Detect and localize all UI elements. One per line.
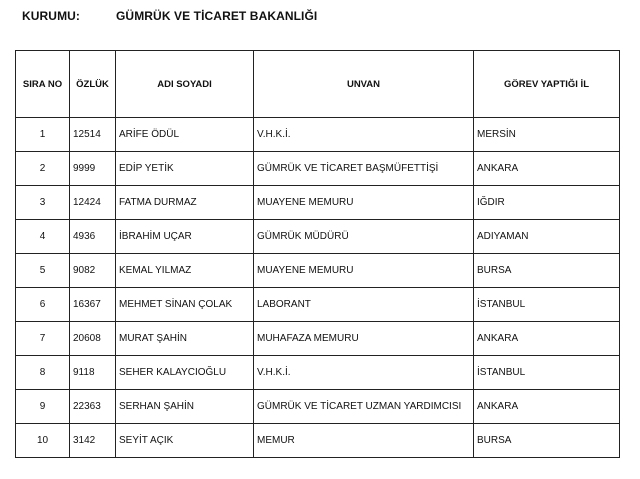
cell-il: IĞDIR bbox=[474, 186, 620, 220]
table-row bbox=[16, 288, 620, 322]
cell-adi-soyadi: MEHMET SİNAN ÇOLAK bbox=[116, 288, 254, 322]
cell-ozluk: 16367 bbox=[70, 288, 116, 322]
column-header-adi-soyadi: ADI SOYADI bbox=[116, 51, 254, 118]
cell-ozluk: 22363 bbox=[70, 390, 116, 424]
cell-adi-soyadi: KEMAL YILMAZ bbox=[116, 254, 254, 288]
cell-sira-no: 5 bbox=[16, 254, 70, 288]
table-row bbox=[16, 322, 620, 356]
cell-ozluk: 9118 bbox=[70, 356, 116, 390]
table-row bbox=[16, 118, 620, 152]
cell-sira-no: 2 bbox=[16, 152, 70, 186]
cell-sira-no: 4 bbox=[16, 220, 70, 254]
table-row bbox=[16, 424, 620, 458]
institution-label: KURUMU: bbox=[22, 9, 81, 23]
cell-unvan: MUAYENE MEMURU bbox=[254, 254, 474, 288]
table-header-row bbox=[16, 51, 620, 118]
document-header bbox=[0, 9, 640, 25]
cell-adi-soyadi: ARİFE ÖDÜL bbox=[116, 118, 254, 152]
table-row bbox=[16, 390, 620, 424]
cell-sira-no: 1 bbox=[16, 118, 70, 152]
cell-il: ANKARA bbox=[474, 390, 620, 424]
institution-name: GÜMRÜK VE TİCARET BAKANLIĞI bbox=[116, 9, 318, 23]
cell-adi-soyadi: SEHER KALAYCIOĞLU bbox=[116, 356, 254, 390]
cell-unvan: V.H.K.İ. bbox=[254, 356, 474, 390]
cell-unvan: GÜMRÜK VE TİCARET UZMAN YARDIMCISI bbox=[254, 390, 474, 424]
cell-sira-no: 6 bbox=[16, 288, 70, 322]
cell-adi-soyadi: MURAT ŞAHİN bbox=[116, 322, 254, 356]
cell-unvan: V.H.K.İ. bbox=[254, 118, 474, 152]
cell-il: ADIYAMAN bbox=[474, 220, 620, 254]
cell-il: ANKARA bbox=[474, 152, 620, 186]
cell-unvan: MUHAFAZA MEMURU bbox=[254, 322, 474, 356]
cell-il: İSTANBUL bbox=[474, 356, 620, 390]
cell-adi-soyadi: EDİP YETİK bbox=[116, 152, 254, 186]
cell-ozluk: 12424 bbox=[70, 186, 116, 220]
cell-ozluk: 9999 bbox=[70, 152, 116, 186]
cell-ozluk: 3142 bbox=[70, 424, 116, 458]
cell-il: İSTANBUL bbox=[474, 288, 620, 322]
table-row bbox=[16, 186, 620, 220]
table-row bbox=[16, 152, 620, 186]
column-header-unvan: UNVAN bbox=[254, 51, 474, 118]
cell-sira-no: 7 bbox=[16, 322, 70, 356]
cell-sira-no: 10 bbox=[16, 424, 70, 458]
cell-ozluk: 12514 bbox=[70, 118, 116, 152]
cell-unvan: MUAYENE MEMURU bbox=[254, 186, 474, 220]
table-row bbox=[16, 356, 620, 390]
table-row bbox=[16, 254, 620, 288]
cell-il: ANKARA bbox=[474, 322, 620, 356]
personnel-table bbox=[15, 50, 620, 458]
cell-adi-soyadi: SEYİT AÇIK bbox=[116, 424, 254, 458]
cell-unvan: GÜMRÜK VE TİCARET BAŞMÜFETTİŞİ bbox=[254, 152, 474, 186]
cell-il: MERSİN bbox=[474, 118, 620, 152]
cell-unvan: MEMUR bbox=[254, 424, 474, 458]
cell-unvan: GÜMRÜK MÜDÜRÜ bbox=[254, 220, 474, 254]
column-header-gorev-yaptigi-il: GÖREV YAPTIĞI İL bbox=[474, 51, 620, 118]
cell-il: BURSA bbox=[474, 254, 620, 288]
cell-il: BURSA bbox=[474, 424, 620, 458]
cell-sira-no: 3 bbox=[16, 186, 70, 220]
cell-ozluk: 9082 bbox=[70, 254, 116, 288]
column-header-sira-no: SIRA NO bbox=[16, 51, 70, 118]
cell-adi-soyadi: FATMA DURMAZ bbox=[116, 186, 254, 220]
cell-sira-no: 8 bbox=[16, 356, 70, 390]
cell-unvan: LABORANT bbox=[254, 288, 474, 322]
table-row bbox=[16, 220, 620, 254]
cell-ozluk: 20608 bbox=[70, 322, 116, 356]
cell-sira-no: 9 bbox=[16, 390, 70, 424]
column-header-ozluk: ÖZLÜK bbox=[70, 51, 116, 118]
cell-adi-soyadi: SERHAN ŞAHİN bbox=[116, 390, 254, 424]
cell-ozluk: 4936 bbox=[70, 220, 116, 254]
cell-adi-soyadi: İBRAHİM UÇAR bbox=[116, 220, 254, 254]
